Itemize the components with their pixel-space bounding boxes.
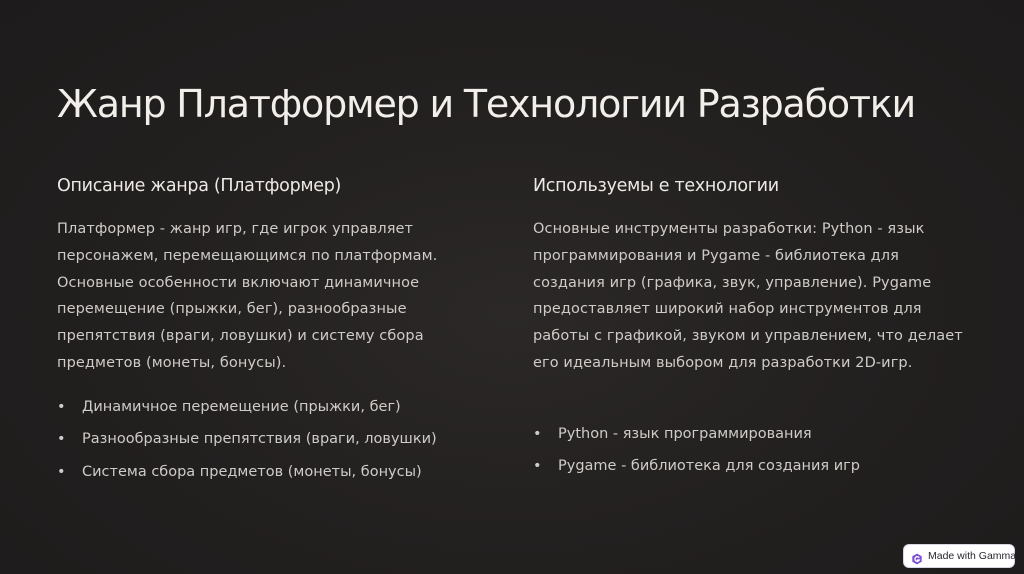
genre-description-column (57, 176, 497, 494)
list-item (57, 429, 497, 449)
list-item (57, 397, 497, 417)
bullet-icon: • (57, 398, 66, 415)
badge-label: Made with Gamma (928, 550, 1017, 562)
made-with-gamma-badge[interactable] (904, 545, 1017, 567)
list-item (533, 456, 973, 476)
slide-title: Жанр Платформер и Технологии Разработки (57, 82, 916, 126)
list-item-text: Разнообразные препятствия (враги, ловушки) (82, 431, 437, 448)
bullet-icon: • (57, 431, 66, 448)
list-item (57, 462, 497, 482)
list-item-text: Python - язык программирования (558, 425, 812, 442)
list-item-text: Pygame - библиотека для создания игр (558, 458, 860, 475)
list-item (533, 424, 973, 444)
genre-description-heading: Описание жанра (Платформер) (57, 176, 342, 196)
genre-description-text: Платформер - жанр игр, где игрок управляет персонажем, перемещающимся по платформам. Основные особенности включают динамичное перемещение (прыжки, бег), разнообразные препятствия (враги, ловушки) и систему сбора предметов (монеты, бонусы). (57, 221, 438, 371)
list-item-text: Система сбора предметов (монеты, бонусы) (82, 463, 422, 480)
technologies-column (533, 176, 973, 489)
bullet-icon: • (533, 458, 542, 475)
bullet-icon: • (57, 463, 66, 480)
technologies-list (533, 424, 973, 477)
bullet-icon: • (533, 425, 542, 442)
genre-features-list (57, 397, 497, 482)
list-item-text: Динамичное перемещение (прыжки, бег) (82, 398, 401, 415)
gamma-logo-icon (911, 550, 923, 562)
technologies-text: Основные инструменты разработки: Python - язык программирования и Pygame - библиотека для создания игр (графика, звук, управление). Pygame предоставляет широкий набор инструментов для работы с графикой, звуком и управлением, что делает его идеальным выбором для разработки 2D-игр. (533, 221, 963, 371)
technologies-heading: Используемы е технологии (533, 176, 779, 196)
